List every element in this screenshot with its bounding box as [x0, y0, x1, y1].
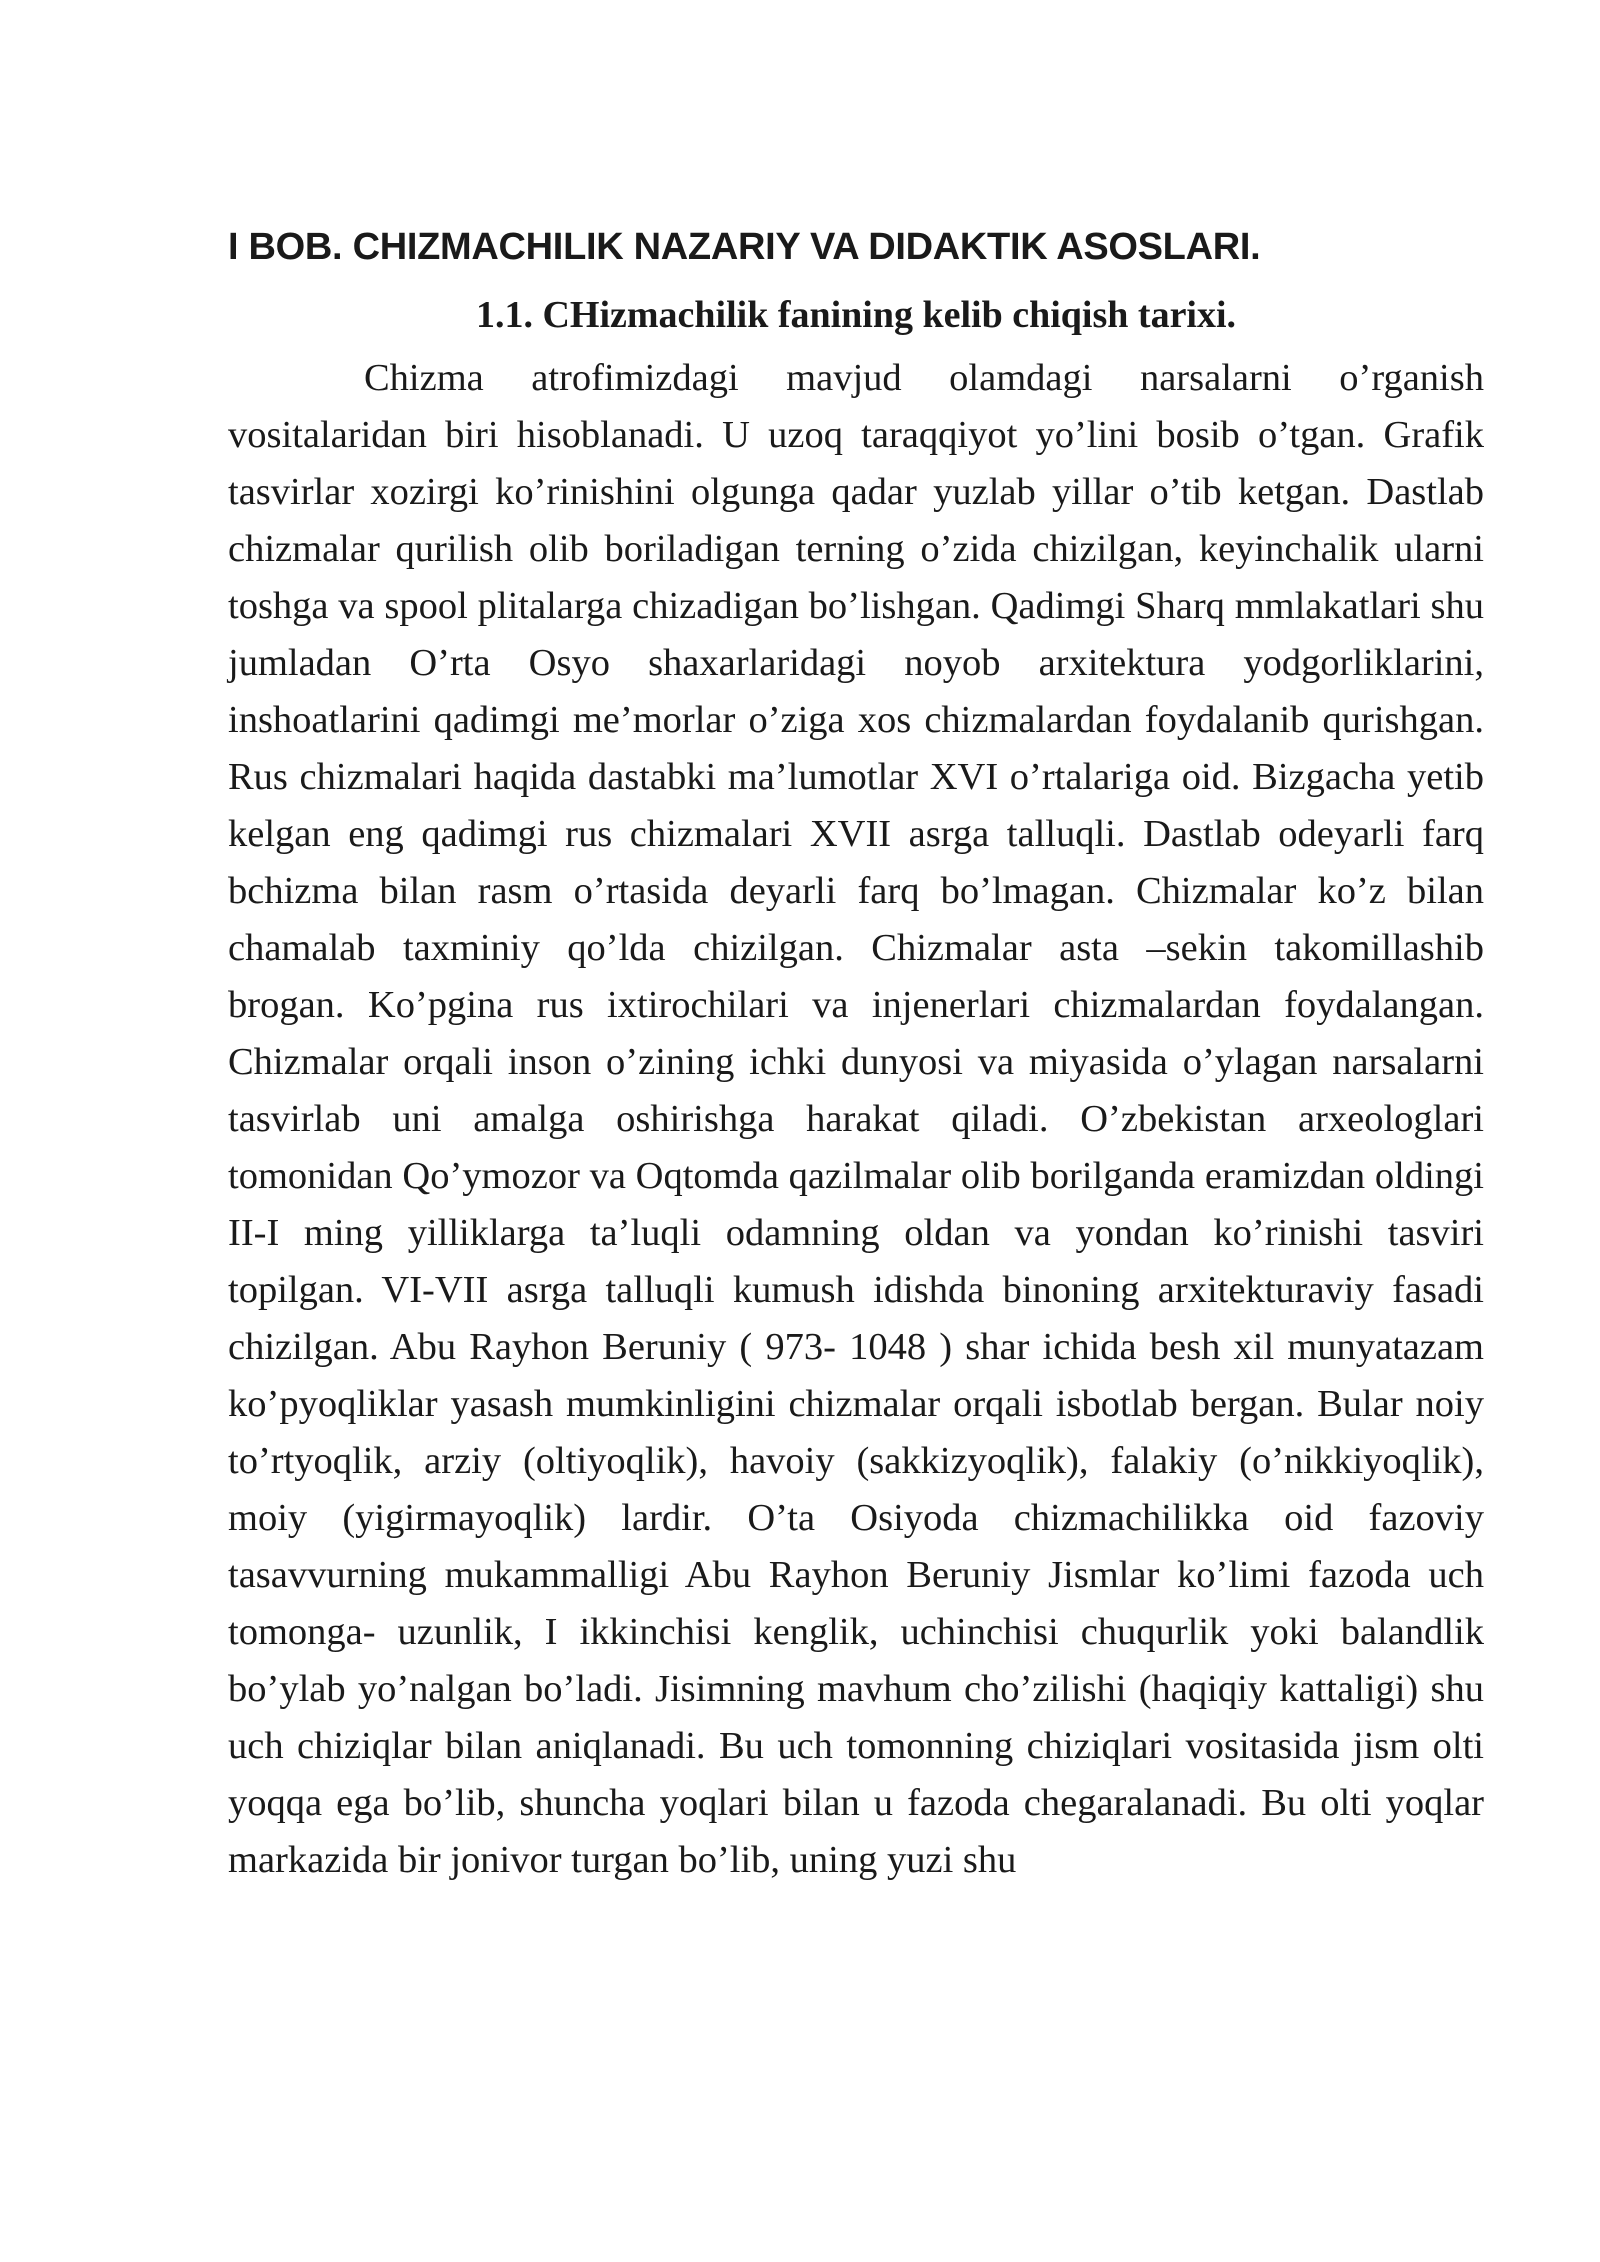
- body-paragraph: Chizma atrofimizdagi mavjud olamdagi narsalarni o’rganish vositalaridan biri hisoblanadi. U uzoq taraqqiyot yo’lini bosib o’tgan. Grafik tasvirlar xozirgi ko’rinishini olgunga qadar yuzlab yillar o’tib ketgan. Dastlab chizmalar qurilish olib boriladigan terning o’zida chizilgan, keyinchalik ularni toshga va spool plitalarga chizadigan bo’lishgan. Qadimgi Sharq mmlakatlari shu jumladan O’rta Osyo shaxarlaridagi noyob arxitektura yodgorliklarini, inshoatlarini qadimgi me’morlar o’ziga xos chizmalardan foydalanib qurishgan. Rus chizmalari haqida dastabki ma’lumotlar XVI o’rtalariga oid. Bizgacha yetib kelgan eng qadimgi rus chizmalari XVII asrga talluqli. Dastlab odeyarli farq bchizma bilan rasm o’rtasida deyarli farq bo’lmagan. Chizmalar ko’z bilan chamalab taxminiy qo’lda chizilgan. Chizmalar asta –sekin takomillashib brogan. Ko’pgina rus ixtirochilari va injenerlari chizmalardan foydalangan. Chizmalar orqali inson o’zining ichki dunyosi va miyasida o’ylagan narsalarni tasvirlab uni amalga oshirishga harakat qiladi. O’zbekistan arxeologlari tomonidan Qo’ymozor va Oqtomda qazilmalar olib borilganda eramizdan oldingi II-I ming yilliklarga ta’luqli odamning oldan va yondan ko’rinishi tasviri topilgan. VI-VII asrga talluqli kumush idishda binoning arxitekturaviy fasadi chizilgan. Abu Rayhon Beruniy ( 973- 1048 ) shar ichida besh xil munyatazam ko’pyoqliklar yasash mumkinligini chizmalar orqali isbotlab bergan. Bular noiy to’rtyoqlik, arziy (oltiyoqlik), havoiy (sakkizyoqlik), falakiy (o’nikkiyoqlik), moiy (yigirmayoqlik) lardir. O’ta Osiyoda chizmachilikka oid fazoviy tasavvurning mukammalligi Abu Rayhon Beruniy Jismlar ko’limi fazoda uch tomonga- uzunlik, I ikkinchisi kenglik, uchinchisi chuqurlik yoki balandlik bo’ylab yo’nalgan bo’ladi. Jisimning mavhum cho’zilishi (haqiqiy kattaligi) shu uch chiziqlar bilan aniqlanadi. Bu uch tomonning chiziqlari vositasida jism olti yoqqa ega bo’lib, shuncha yoqlari bilan u fazoda chegaralanadi. Bu olti yoqlar markazida bir jonivor turgan bo’lib, uning yuzi shu: [228, 357, 1484, 1881]
- section-title: 1.1. CHizmachilik fanining kelib chiqish tarixi.: [475, 294, 1237, 336]
- chapter-title: I BOB. CHIZMACHILIK NAZARIY VA DIDAKTIK ASOSLARI.: [228, 226, 1261, 268]
- document-page: [228, 222, 1484, 1889]
